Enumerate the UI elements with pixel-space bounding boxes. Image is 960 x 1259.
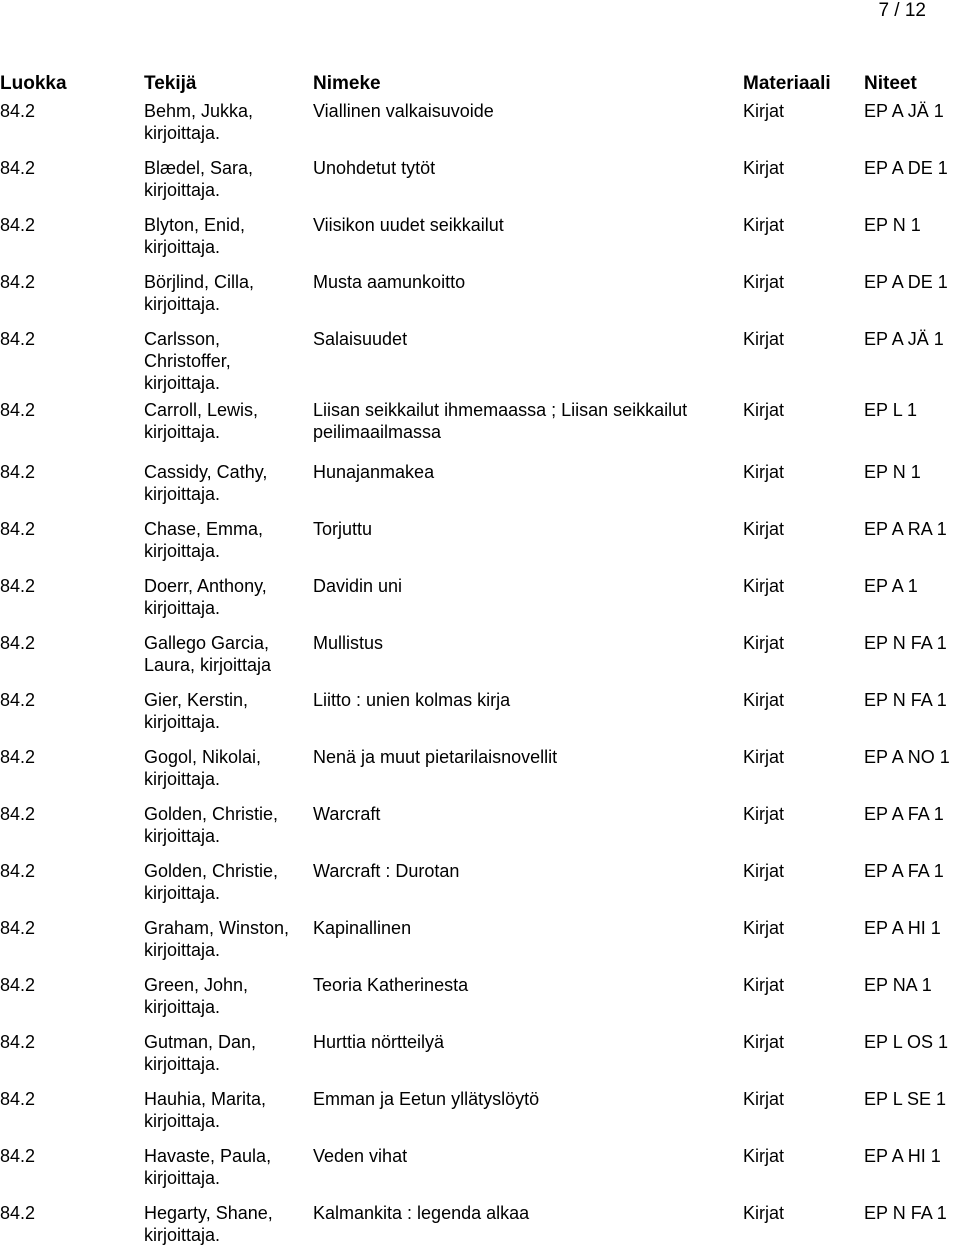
- luokka-cell: 84.2: [0, 576, 36, 596]
- materiaali-cell: Kirjat: [743, 1032, 785, 1052]
- nimeke-line: Viisikon uudet seikkailut: [313, 215, 504, 235]
- tekija-cell: [144, 689, 248, 733]
- materiaali-cell: Kirjat: [743, 576, 785, 596]
- tekija-line: kirjoittaja.: [144, 373, 221, 393]
- table-row: [0, 860, 960, 917]
- nimeke-cell: [313, 1031, 444, 1053]
- nimeke-cell: [313, 518, 372, 540]
- tekija-line: Hegarty, Shane,: [144, 1203, 273, 1223]
- nimeke-cell: [313, 328, 407, 350]
- nimeke-cell: [313, 157, 435, 179]
- materiaali-cell: Kirjat: [743, 861, 785, 881]
- tekija-cell: [144, 632, 271, 676]
- header-materiaali: Materiaali: [743, 73, 831, 94]
- niteet-cell: EP L SE 1: [864, 1089, 947, 1109]
- tekija-line: Gutman, Dan,: [144, 1032, 257, 1052]
- header-tekija: Tekijä: [144, 73, 197, 94]
- niteet-cell: EP N FA 1: [864, 1203, 947, 1223]
- nimeke-cell: [313, 803, 380, 825]
- niteet-cell: EP N 1: [864, 215, 921, 235]
- tekija-line: Gogol, Nikolai,: [144, 747, 262, 767]
- luokka-cell: 84.2: [0, 215, 36, 235]
- tekija-line: Havaste, Paula,: [144, 1146, 272, 1166]
- luokka-cell: 84.2: [0, 329, 36, 349]
- luokka-cell: 84.2: [0, 804, 36, 824]
- luokka-cell: 84.2: [0, 400, 36, 420]
- nimeke-cell: [313, 1202, 529, 1224]
- nimeke-cell: [313, 860, 459, 882]
- page-number: 7 / 12: [878, 0, 926, 21]
- tekija-line: Cassidy, Cathy,: [144, 462, 268, 482]
- luokka-cell: 84.2: [0, 918, 36, 938]
- table-row: [0, 1202, 960, 1259]
- tekija-cell: [144, 461, 267, 505]
- niteet-cell: EP A DE 1: [864, 158, 948, 178]
- niteet-cell: EP A 1: [864, 576, 918, 596]
- nimeke-line: Hunajanmakea: [313, 462, 435, 482]
- table-body: [0, 100, 960, 1259]
- table-row: [0, 1145, 960, 1202]
- tekija-line: kirjoittaja.: [144, 180, 221, 200]
- table-row: [0, 575, 960, 632]
- table-row: [0, 1031, 960, 1088]
- tekija-line: kirjoittaja.: [144, 294, 221, 314]
- tekija-line: Gier, Kerstin,: [144, 690, 249, 710]
- table-row: [0, 461, 960, 518]
- tekija-line: Behm, Jukka,: [144, 101, 254, 121]
- tekija-line: kirjoittaja.: [144, 237, 221, 257]
- tekija-line: kirjoittaja.: [144, 123, 221, 143]
- table-row: [0, 157, 960, 214]
- tekija-line: kirjoittaja.: [144, 598, 221, 618]
- tekija-cell: [144, 575, 267, 619]
- materiaali-cell: Kirjat: [743, 1146, 785, 1166]
- tekija-line: kirjoittaja.: [144, 541, 221, 561]
- nimeke-line: Torjuttu: [313, 519, 373, 539]
- materiaali-cell: Kirjat: [743, 633, 785, 653]
- tekija-cell: [144, 803, 278, 847]
- nimeke-line: Musta aamunkoitto: [313, 272, 466, 292]
- tekija-line: Green, John,: [144, 975, 249, 995]
- niteet-cell: EP N FA 1: [864, 690, 947, 710]
- luokka-cell: 84.2: [0, 1032, 36, 1052]
- tekija-line: Blyton, Enid,: [144, 215, 246, 235]
- table-row: [0, 214, 960, 271]
- materiaali-cell: Kirjat: [743, 462, 785, 482]
- tekija-line: Christoffer,: [144, 351, 231, 371]
- niteet-cell: EP L 1: [864, 400, 918, 420]
- tekija-line: Chase, Emma,: [144, 519, 264, 539]
- nimeke-line: Veden vihat: [313, 1146, 408, 1166]
- niteet-cell: EP N 1: [864, 462, 921, 482]
- header-nimeke: Nimeke: [313, 73, 381, 94]
- tekija-cell: [144, 1031, 256, 1075]
- tekija-line: kirjoittaja.: [144, 712, 221, 732]
- luokka-cell: 84.2: [0, 1089, 36, 1109]
- luokka-cell: 84.2: [0, 101, 36, 121]
- table-row: [0, 803, 960, 860]
- nimeke-line: Unohdetut tytöt: [313, 158, 436, 178]
- nimeke-cell: [313, 399, 687, 443]
- tekija-line: Graham, Winston,: [144, 918, 290, 938]
- nimeke-cell: [313, 974, 468, 996]
- nimeke-line: Emman ja Eetun yllätyslöytö: [313, 1089, 540, 1109]
- table-row: [0, 518, 960, 575]
- materiaali-cell: Kirjat: [743, 804, 785, 824]
- nimeke-line: Warcraft : Durotan: [313, 861, 460, 881]
- table-row: [0, 974, 960, 1031]
- materiaali-cell: Kirjat: [743, 690, 785, 710]
- tekija-line: kirjoittaja.: [144, 883, 221, 903]
- tekija-cell: [144, 1145, 271, 1189]
- tekija-cell: [144, 328, 231, 394]
- nimeke-cell: [313, 689, 510, 711]
- table-header: [0, 73, 960, 97]
- header-luokka: Luokka: [0, 73, 67, 94]
- niteet-cell: EP L OS 1: [864, 1032, 949, 1052]
- nimeke-line: Kapinallinen: [313, 918, 412, 938]
- luokka-cell: 84.2: [0, 519, 36, 539]
- luokka-cell: 84.2: [0, 272, 36, 292]
- materiaali-cell: Kirjat: [743, 1089, 785, 1109]
- table-row: [0, 328, 960, 399]
- niteet-cell: EP A NO 1: [864, 747, 950, 767]
- nimeke-cell: [313, 917, 411, 939]
- tekija-cell: [144, 399, 258, 443]
- nimeke-line: Davidin uni: [313, 576, 403, 596]
- luokka-cell: 84.2: [0, 462, 36, 482]
- luokka-cell: 84.2: [0, 158, 36, 178]
- table-row: [0, 632, 960, 689]
- nimeke-line: Liisan seikkailut ihmemaassa ; Liisan seikkailut: [313, 400, 688, 420]
- tekija-line: kirjoittaja.: [144, 769, 221, 789]
- materiaali-cell: Kirjat: [743, 215, 785, 235]
- table-row: [0, 399, 960, 461]
- materiaali-cell: Kirjat: [743, 747, 785, 767]
- tekija-line: kirjoittaja.: [144, 1111, 221, 1131]
- nimeke-line: peilimaailmassa: [313, 422, 442, 442]
- tekija-line: kirjoittaja.: [144, 997, 221, 1017]
- nimeke-cell: [313, 632, 383, 654]
- niteet-cell: EP A HI 1: [864, 918, 941, 938]
- tekija-line: kirjoittaja.: [144, 1054, 221, 1074]
- tekija-cell: [144, 214, 245, 258]
- tekija-line: Doerr, Anthony,: [144, 576, 267, 596]
- tekija-line: Gallego Garcia,: [144, 633, 270, 653]
- tekija-cell: [144, 271, 254, 315]
- tekija-line: Laura, kirjoittaja: [144, 655, 272, 675]
- niteet-cell: EP A FA 1: [864, 861, 944, 881]
- luokka-cell: 84.2: [0, 633, 36, 653]
- niteet-cell: EP A JÄ 1: [864, 101, 944, 121]
- table-row: [0, 689, 960, 746]
- niteet-cell: EP A DE 1: [864, 272, 948, 292]
- materiaali-cell: Kirjat: [743, 101, 785, 121]
- tekija-line: Blædel, Sara,: [144, 158, 254, 178]
- luokka-cell: 84.2: [0, 861, 36, 881]
- tekija-line: Carlsson,: [144, 329, 221, 349]
- tekija-cell: [144, 974, 248, 1018]
- nimeke-cell: [313, 746, 557, 768]
- nimeke-line: Warcraft: [313, 804, 381, 824]
- niteet-cell: EP A HI 1: [864, 1146, 941, 1166]
- tekija-line: Golden, Christie,: [144, 861, 279, 881]
- materiaali-cell: Kirjat: [743, 272, 785, 292]
- tekija-line: kirjoittaja.: [144, 422, 221, 442]
- tekija-line: kirjoittaja.: [144, 940, 221, 960]
- nimeke-line: Hurttia nörtteilyä: [313, 1032, 445, 1052]
- nimeke-cell: [313, 461, 434, 483]
- nimeke-cell: [313, 1145, 407, 1167]
- table-row: [0, 271, 960, 328]
- tekija-line: kirjoittaja.: [144, 1168, 221, 1188]
- nimeke-line: Kalmankita : legenda alkaa: [313, 1203, 530, 1223]
- tekija-cell: [144, 1088, 266, 1132]
- tekija-line: Golden, Christie,: [144, 804, 279, 824]
- tekija-line: kirjoittaja.: [144, 1225, 221, 1245]
- tekija-line: kirjoittaja.: [144, 826, 221, 846]
- tekija-line: Börjlind, Cilla,: [144, 272, 255, 292]
- materiaali-cell: Kirjat: [743, 400, 785, 420]
- tekija-cell: [144, 917, 289, 961]
- niteet-cell: EP A JÄ 1: [864, 329, 944, 349]
- luokka-cell: 84.2: [0, 747, 36, 767]
- header-niteet: Niteet: [864, 73, 917, 94]
- nimeke-cell: [313, 1088, 539, 1110]
- nimeke-cell: [313, 214, 504, 236]
- table-row: [0, 746, 960, 803]
- niteet-cell: EP A FA 1: [864, 804, 944, 824]
- tekija-cell: [144, 518, 263, 562]
- nimeke-cell: [313, 575, 402, 597]
- nimeke-line: Viallinen valkaisuvoide: [313, 101, 494, 121]
- tekija-cell: [144, 100, 253, 144]
- tekija-cell: [144, 860, 278, 904]
- nimeke-cell: [313, 100, 494, 122]
- nimeke-line: Salaisuudet: [313, 329, 408, 349]
- materiaali-cell: Kirjat: [743, 918, 785, 938]
- materiaali-cell: Kirjat: [743, 519, 785, 539]
- tekija-line: Carroll, Lewis,: [144, 400, 259, 420]
- materiaali-cell: Kirjat: [743, 975, 785, 995]
- nimeke-line: Liitto : unien kolmas kirja: [313, 690, 511, 710]
- materiaali-cell: Kirjat: [743, 158, 785, 178]
- tekija-cell: [144, 746, 261, 790]
- tekija-line: Hauhia, Marita,: [144, 1089, 267, 1109]
- luokka-cell: 84.2: [0, 690, 36, 710]
- materiaali-cell: Kirjat: [743, 329, 785, 349]
- niteet-cell: EP N FA 1: [864, 633, 947, 653]
- tekija-line: kirjoittaja.: [144, 484, 221, 504]
- tekija-cell: [144, 157, 253, 201]
- nimeke-line: Nenä ja muut pietarilaisnovellit: [313, 747, 558, 767]
- nimeke-line: Mullistus: [313, 633, 384, 653]
- niteet-cell: EP NA 1: [864, 975, 932, 995]
- table-row: [0, 917, 960, 974]
- materiaali-cell: Kirjat: [743, 1203, 785, 1223]
- nimeke-line: Teoria Katherinesta: [313, 975, 469, 995]
- nimeke-cell: [313, 271, 465, 293]
- luokka-cell: 84.2: [0, 1203, 36, 1223]
- niteet-cell: EP A RA 1: [864, 519, 947, 539]
- table-row: [0, 100, 960, 157]
- table-row: [0, 1088, 960, 1145]
- luokka-cell: 84.2: [0, 975, 36, 995]
- tekija-cell: [144, 1202, 273, 1246]
- luokka-cell: 84.2: [0, 1146, 36, 1166]
